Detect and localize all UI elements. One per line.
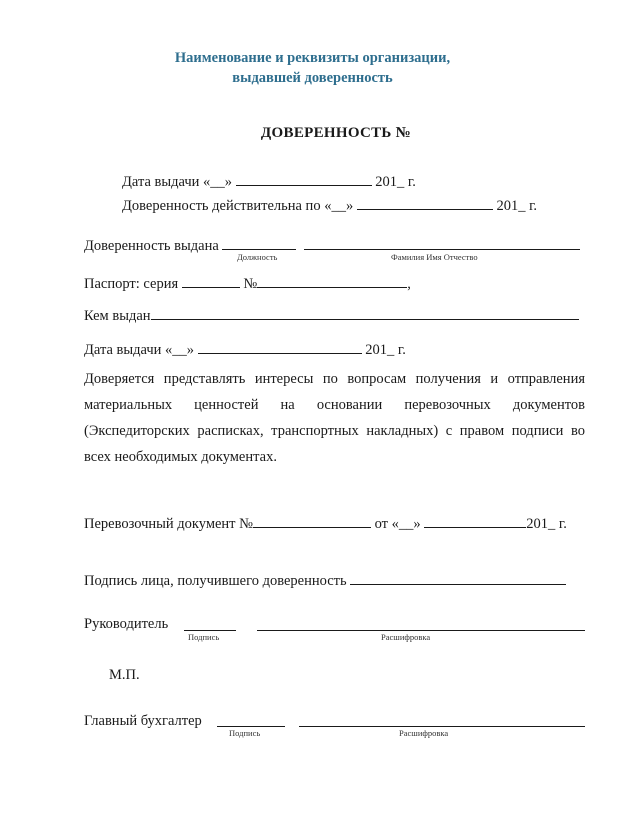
issue-date-blank[interactable]	[236, 171, 372, 186]
full-name-hint: Фамилия Имя Отчество	[391, 252, 478, 262]
passport-series-blank[interactable]	[182, 273, 240, 288]
recipient-signature-label: Подпись лица, получившего доверенность	[84, 573, 347, 589]
passport-date-blank[interactable]	[198, 339, 362, 354]
organization-header-line-1: Наименование и реквизиты организации,	[174, 50, 451, 66]
transport-doc-row	[84, 513, 567, 533]
transport-doc-year: 201_ г.	[526, 516, 567, 532]
valid-until-row	[122, 195, 537, 215]
transport-doc-number-blank[interactable]	[253, 513, 371, 528]
transport-doc-date-blank[interactable]	[424, 513, 526, 528]
issued-to-label: Доверенность выдана	[84, 238, 219, 254]
accountant-signature-line[interactable]	[217, 726, 285, 727]
director-decoding-hint: Расшифровка	[381, 632, 431, 642]
recipient-signature-row	[84, 570, 566, 590]
passport-date-label: Дата выдачи «__»	[84, 342, 195, 358]
issue-date-row	[122, 171, 416, 191]
director-label: Руководитель	[84, 616, 169, 632]
issued-to-row	[84, 235, 580, 255]
passport-number-blank[interactable]	[257, 273, 407, 288]
issue-date-year: 201_ г.	[375, 174, 416, 190]
director-signature-line[interactable]	[184, 630, 236, 631]
transport-doc-from: от «__»	[374, 516, 421, 532]
director-decoding-line[interactable]	[257, 630, 585, 631]
passport-date-year: 201_ г.	[365, 342, 406, 358]
recipient-signature-blank[interactable]	[350, 570, 566, 585]
passport-number-sign: №	[243, 276, 258, 292]
document-title: ДОВЕРЕННОСТЬ №	[260, 125, 412, 141]
valid-until-label: Доверенность действительна по «__»	[122, 198, 354, 214]
passport-comma: ,	[407, 276, 411, 292]
issued-by-blank[interactable]	[151, 305, 579, 320]
accountant-decoding-hint: Расшифровка	[399, 728, 449, 738]
director-signature-hint: Подпись	[188, 632, 220, 642]
issue-date-label: Дата выдачи «__»	[122, 174, 233, 190]
valid-until-blank[interactable]	[357, 195, 493, 210]
stamp-place: М.П.	[109, 667, 140, 683]
full-name-blank[interactable]	[304, 235, 580, 250]
accountant-decoding-line[interactable]	[299, 726, 585, 727]
issued-by-row	[84, 305, 579, 325]
authority-paragraph: Доверяется представлять интересы по вопросам получения и отправления материальных ценностей на основании перевозочных документов (Экспедиторских расписках, транспортных накладных) с правом подписи во всех необходимых документах.	[84, 371, 585, 465]
position-hint: Должность	[237, 252, 278, 262]
accountant-signature-hint: Подпись	[229, 728, 261, 738]
passport-series-label: Паспорт: серия	[84, 276, 179, 292]
position-blank[interactable]	[222, 235, 296, 250]
passport-date-row	[84, 339, 406, 359]
passport-row	[84, 273, 411, 293]
transport-doc-label: Перевозочный документ №	[84, 516, 253, 532]
valid-until-year: 201_ г.	[496, 198, 538, 214]
accountant-label: Главный бухгалтер	[84, 713, 202, 729]
organization-header-line-2: выдавшей доверенность	[232, 70, 393, 86]
issued-by-label: Кем выдан	[84, 308, 151, 324]
